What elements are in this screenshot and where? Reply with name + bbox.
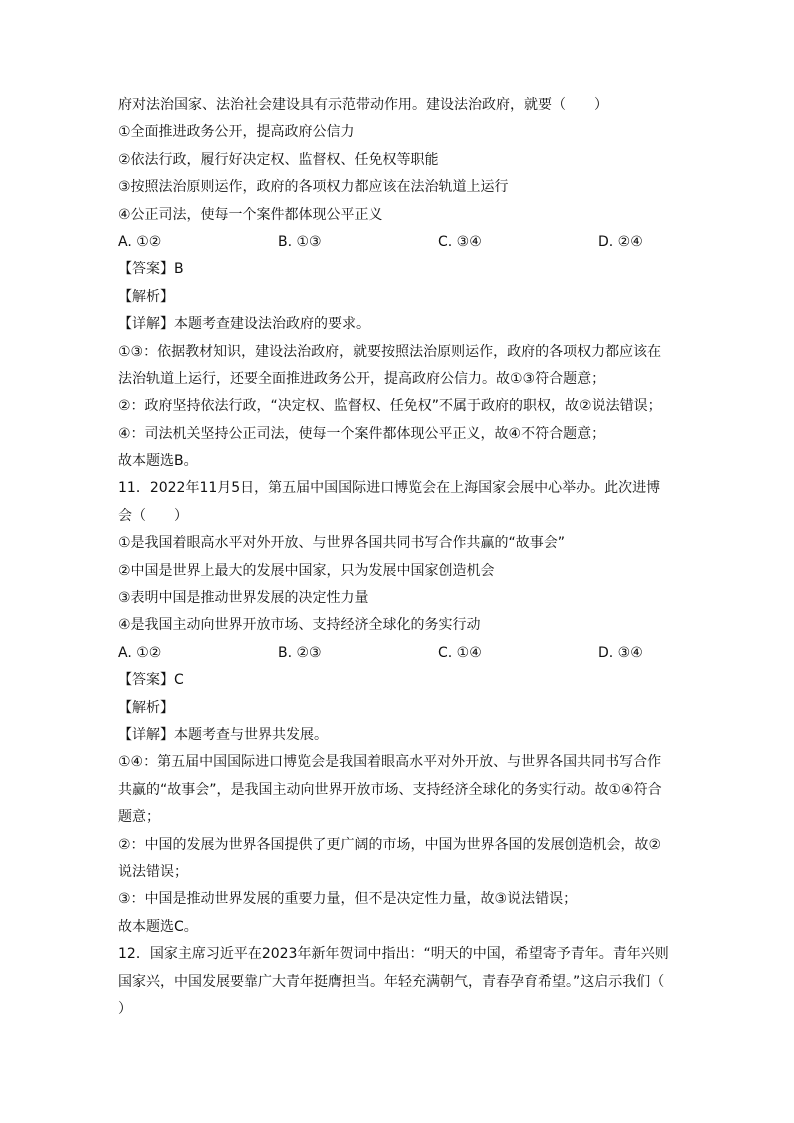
q11-option-1: ①是我国着眼高水平对外开放、与世界各国共同书写合作共赢的“故事会” — [118, 535, 566, 552]
q11-choice-d: D. ③④ — [598, 644, 643, 661]
q10-stem: 府对法治国家、法治社会建设具有示范带动作用。建设法治政府，就要（ ） — [118, 97, 608, 113]
q10-choice-c: C. ③④ — [438, 233, 482, 250]
q10-option-4: ④公正司法，使每一个案件都体现公平正义 — [118, 206, 383, 223]
q12-stem-3: ） — [118, 1000, 132, 1017]
q10-detail: 【详解】本题考查建设法治政府的要求。 — [118, 316, 370, 333]
q10-analysis-label: 【解析】 — [118, 288, 174, 305]
q11-explain-6: ③：中国是推动世界发展的重要力量，但不是决定性力量，故③说法错误； — [118, 891, 578, 908]
q12-stem-1: 12．国家主席习近平在2023年新年贺词中指出：“明天的中国，希望寄予青年。青年兴则 — [118, 946, 669, 963]
document-page — [118, 92, 678, 1023]
q11-answer: 【答案】C — [118, 672, 184, 689]
q11-option-4: ④是我国主动向世界开放市场、支持经济全球化的务实行动 — [118, 617, 481, 634]
q11-option-3: ③表明中国是推动世界发展的决定性力量 — [118, 590, 369, 607]
q11-choice-b: B. ②③ — [278, 644, 322, 661]
q10-explain-1: ①③：依据教材知识，建设法治政府，就要按照法治原则运作，政府的各项权力都应该在 — [118, 343, 662, 360]
q11-explain-1: ①④：第五届中国国际进口博览会是我国着眼高水平对外开放、与世界各国共同书写合作 — [118, 754, 662, 771]
q11-stem-1: 11．2022年11月5日，第五届中国国际进口博览会在上海国家会展中心举办。此次进博 — [118, 480, 661, 497]
q11-choice-c: C. ①④ — [438, 644, 482, 661]
q10-conclusion: 故本题选B。 — [118, 453, 198, 470]
q10-answer: 【答案】B — [118, 261, 184, 278]
q11-choice-a: A. ①② — [118, 644, 162, 661]
q10-choice-a: A. ①② — [118, 233, 162, 250]
q11-option-2: ②中国是世界上最大的发展中国家，只为发展中国家创造机会 — [118, 562, 495, 579]
q11-explain-3: 题意； — [118, 809, 160, 826]
q11-analysis-label: 【解析】 — [118, 699, 174, 716]
q10-option-1: ①全面推进政务公开，提高政府公信力 — [118, 124, 355, 141]
q10-choices — [118, 229, 678, 256]
q11-choices — [118, 640, 678, 667]
q11-detail: 【详解】本题考查与世界共发展。 — [118, 726, 328, 743]
q11-conclusion: 故本题选C。 — [118, 918, 198, 935]
q10-option-2: ②依法行政，履行好决定权、监督权、任免权等职能 — [118, 151, 439, 168]
q11-stem-2: 会（ ） — [118, 507, 188, 524]
q10-choice-d: D. ②④ — [598, 233, 643, 250]
q11-explain-4: ②：中国的发展为世界各国提供了更广阔的市场，中国为世界各国的发展创造机会，故② — [118, 836, 662, 853]
q10-choice-b: B. ①③ — [278, 233, 322, 250]
q10-explain-3: ②：政府坚持依法行政，“决定权、监督权、任免权”不属于政府的职权，故②说法错误； — [118, 398, 662, 415]
q12-stem-2: 国家兴，中国发展要靠广大青年挺膺担当。年轻充满朝气，青春孕育希望。”这启示我们（ — [118, 973, 665, 990]
q11-explain-5: 说法错误； — [118, 863, 188, 880]
q10-option-3: ③按照法治原则运作，政府的各项权力都应该在法治轨道上运行 — [118, 179, 509, 196]
q10-explain-2: 法治轨道上运行，还要全面推进政务公开，提高政府公信力。故①③符合题意； — [118, 370, 606, 387]
q11-explain-2: 共赢的“故事会”，是我国主动向世界开放市场、支持经济全球化的务实行动。故①④符合 — [118, 781, 662, 798]
q10-explain-4: ④：司法机关坚持公正司法，使每一个案件都体现公平正义，故④不符合题意； — [118, 425, 606, 442]
